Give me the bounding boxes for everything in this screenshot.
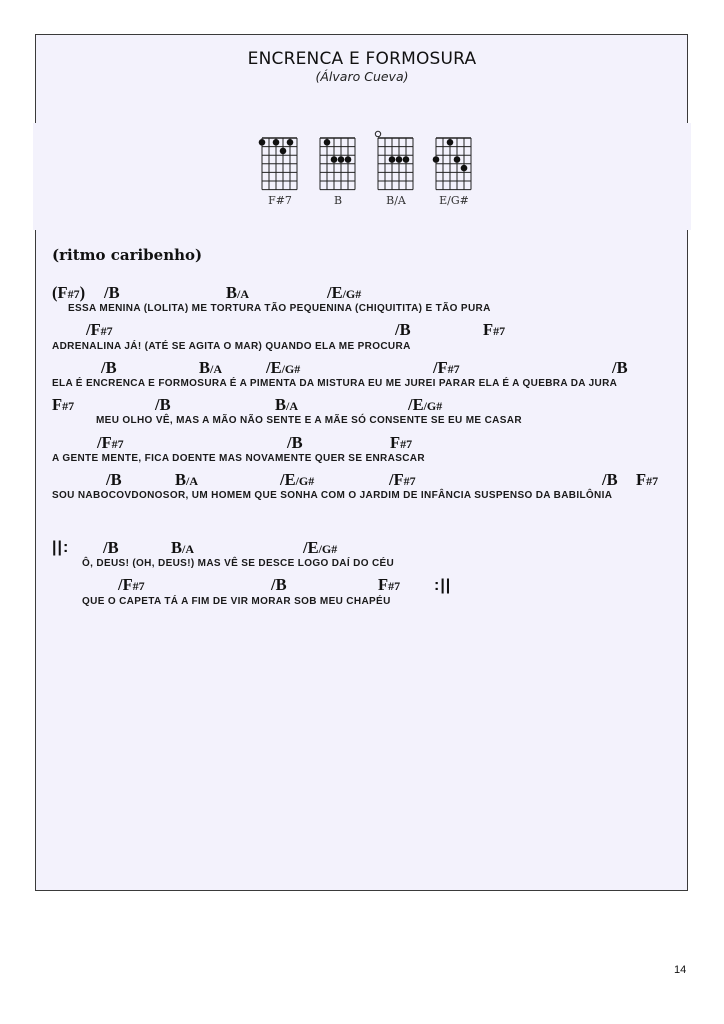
chord-symbol: /F#7 [86, 320, 113, 339]
finger-dot [433, 156, 440, 163]
finger-dot [345, 156, 352, 163]
finger-dot [338, 156, 345, 163]
chord-symbol: /E/G# [327, 283, 362, 302]
chord-name-label: E/G# [439, 194, 469, 207]
chord-symbol: /B [106, 470, 122, 489]
lyric-line: QUE O CAPETA TÁ A FIM DE VIR MORAR SOB MEU CHAPÉU [82, 596, 391, 607]
chord-symbol: /B [287, 433, 303, 452]
finger-dot [396, 156, 403, 163]
song-title: ENCRENCA E FORMOSURA [247, 49, 477, 69]
chord-symbol: /B [104, 283, 120, 302]
chord-symbol: /F#7 [118, 575, 145, 594]
chord-diagram-b [316, 130, 366, 192]
chord-name-label: B [333, 194, 343, 207]
chord-symbol: /B [101, 358, 117, 377]
chord-symbol: /E/G# [266, 358, 301, 377]
chord-symbol: F#7 [52, 395, 75, 414]
chord-symbol: /B [395, 320, 411, 339]
finger-dot [454, 156, 461, 163]
finger-dot [280, 148, 287, 155]
chord-symbol: F#7 [390, 433, 413, 452]
chord-symbol: F#7 [378, 575, 401, 594]
finger-dot [324, 139, 331, 146]
finger-dot [331, 156, 338, 163]
chord-symbol: B/A [226, 283, 250, 302]
lyric-line: ELA É ENCRENCA E FORMOSURA É A PIMENTA DA MISTURA EU ME JUREI PARAR ELA É A QUEBRA DA JURA [52, 378, 618, 389]
chord-name-label: F#7 [268, 194, 292, 207]
finger-dot [447, 139, 454, 146]
lyric-line: ESSA MENINA (LOLITA) ME TORTURA TÃO PEQUENINA (CHIQUITITA) E TÃO PURA [68, 303, 491, 314]
finger-dot [389, 156, 396, 163]
chord-diagram-f-7 [258, 130, 308, 192]
finger-dot [403, 156, 410, 163]
chord-symbol: B/A [275, 395, 299, 414]
chord-symbol: /B [155, 395, 171, 414]
chord-symbol: /B [602, 470, 618, 489]
open-string-marker [375, 131, 380, 136]
chord-symbol: /B [612, 358, 628, 377]
repeat-start-sign: ||: [52, 539, 70, 556]
chord-symbol: B/A [175, 470, 199, 489]
chord-symbol: (F#7) [52, 283, 86, 302]
finger-dot [273, 139, 280, 146]
chord-symbol: F#7 [636, 470, 659, 489]
finger-dot [259, 139, 266, 146]
chord-symbol: F#7 [483, 320, 506, 339]
lyric-line: A GENTE MENTE, FICA DOENTE MAS NOVAMENTE QUER SE ENRASCAR [52, 453, 425, 464]
chord-symbol: /F#7 [97, 433, 124, 452]
page-number: 14 [674, 964, 687, 976]
lyric-line: MEU OLHO VÊ, MAS A MÃO NÃO SENTE E A MÃE SÓ CONSENTE SE EU ME CASAR [96, 415, 522, 426]
chord-symbol: /E/G# [408, 395, 443, 414]
lyric-line: SOU NABOCOVDONOSOR, UM HOMEM QUE SONHA COM O JARDIM DE INFÂNCIA SUSPENSO DA BABILÔNIA [52, 490, 613, 501]
chord-diagram-e-g- [432, 130, 482, 192]
chord-diagram-b-a [374, 130, 424, 192]
finger-dot [287, 139, 294, 146]
chord-symbol: /F#7 [433, 358, 460, 377]
chord-symbol: B/A [199, 358, 223, 377]
rhythm-note: (ritmo caribenho) [52, 246, 203, 264]
lyric-line: ADRENALINA JÁ! (ATÉ SE AGITA O MAR) QUANDO ELA ME PROCURA [52, 341, 411, 352]
chord-symbol: /B [271, 575, 287, 594]
lyric-line: Ô, DEUS! (OH, DEUS!) MAS VÊ SE DESCE LOGO DAÍ DO CÉU [82, 558, 395, 569]
chord-symbol: /E/G# [303, 538, 338, 557]
chord-symbol: /E/G# [280, 470, 315, 489]
chord-symbol: /B [103, 538, 119, 557]
composer: (Álvaro Cueva) [315, 69, 409, 84]
chord-symbol: /F#7 [389, 470, 416, 489]
repeat-end-sign: :|| [434, 577, 452, 594]
chord-name-label: B/A [386, 194, 406, 207]
chord-symbol: B/A [171, 538, 195, 557]
finger-dot [461, 165, 468, 172]
